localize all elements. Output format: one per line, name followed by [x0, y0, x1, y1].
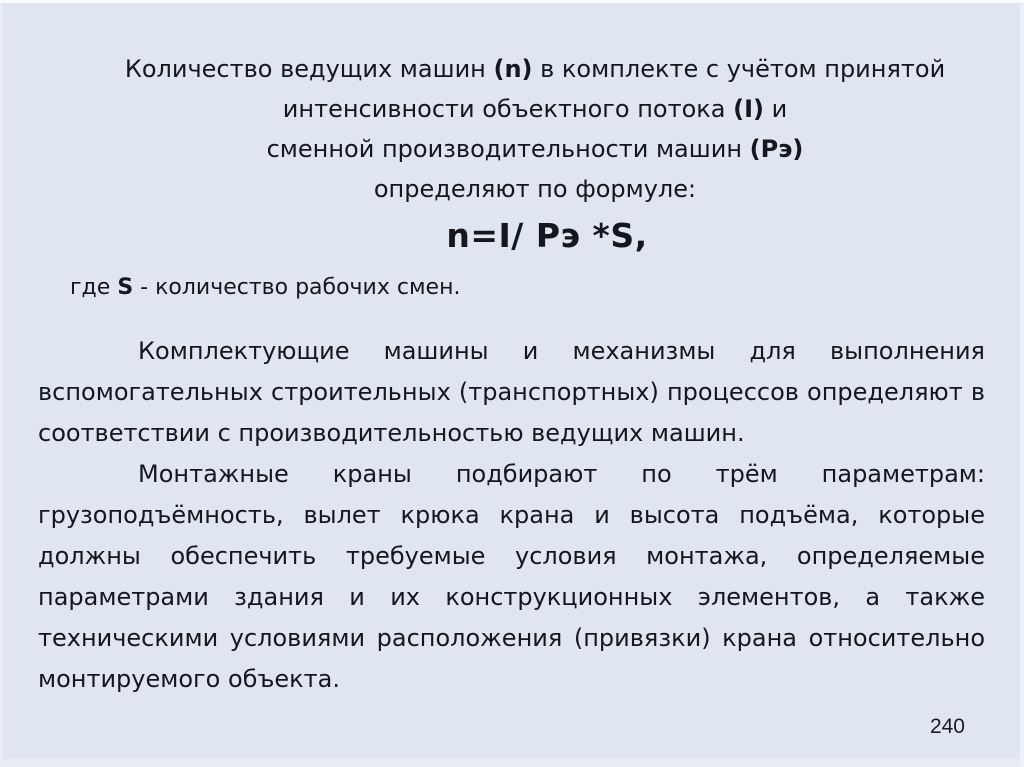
heading-line-1-tail: в комплекте с учётом принятой	[532, 55, 946, 83]
heading-line-1-variable-n: (n)	[493, 55, 533, 83]
heading-line-2-text: интенсивности объектного потока	[282, 95, 734, 123]
heading-line-3-variable-pe: (Рэ)	[749, 135, 804, 163]
heading-line-3-text: сменной производительности машин	[266, 135, 750, 163]
heading-line-4: определяют по формуле:	[373, 175, 697, 203]
page-number: 240	[929, 715, 965, 738]
body-text	[0, 331, 1024, 700]
heading-line-2-variable-i: (I)	[733, 95, 764, 123]
formula-legend-definition: - количество рабочих смен.	[133, 275, 461, 300]
heading-line-2	[23, 89, 1024, 129]
heading-line-1	[23, 49, 1024, 89]
formula-text: n=I/ Рэ *S,	[446, 216, 648, 255]
paragraph-mounting-cranes: Монтажные краны подбирают по трём параметрам: грузоподъёмность, вылет крюка крана и высота подъёма, которые должны обеспечить требуемые условия монтажа, определяемые параметрами здания и их конструкционных элементов, а также техническими условиями расположения (привязки) крана относительно монтируемого объекта.	[38, 460, 985, 693]
formula-legend-variable-s: S	[117, 275, 134, 300]
heading-line-1-text: Количество ведущих машин	[124, 55, 494, 83]
heading-line-2-tail: и	[763, 95, 788, 123]
formula-legend-prefix: где	[70, 275, 118, 300]
formula-legend	[70, 273, 1024, 303]
slide-heading	[23, 0, 1024, 209]
heading-line-3	[23, 129, 1024, 169]
paragraph-complementary-machines: Комплектующие машины и механизмы для выполнения вспомогательных строительных (транспортных) процессов определяют в соответствии с производительностью ведущих машин.	[38, 337, 985, 447]
